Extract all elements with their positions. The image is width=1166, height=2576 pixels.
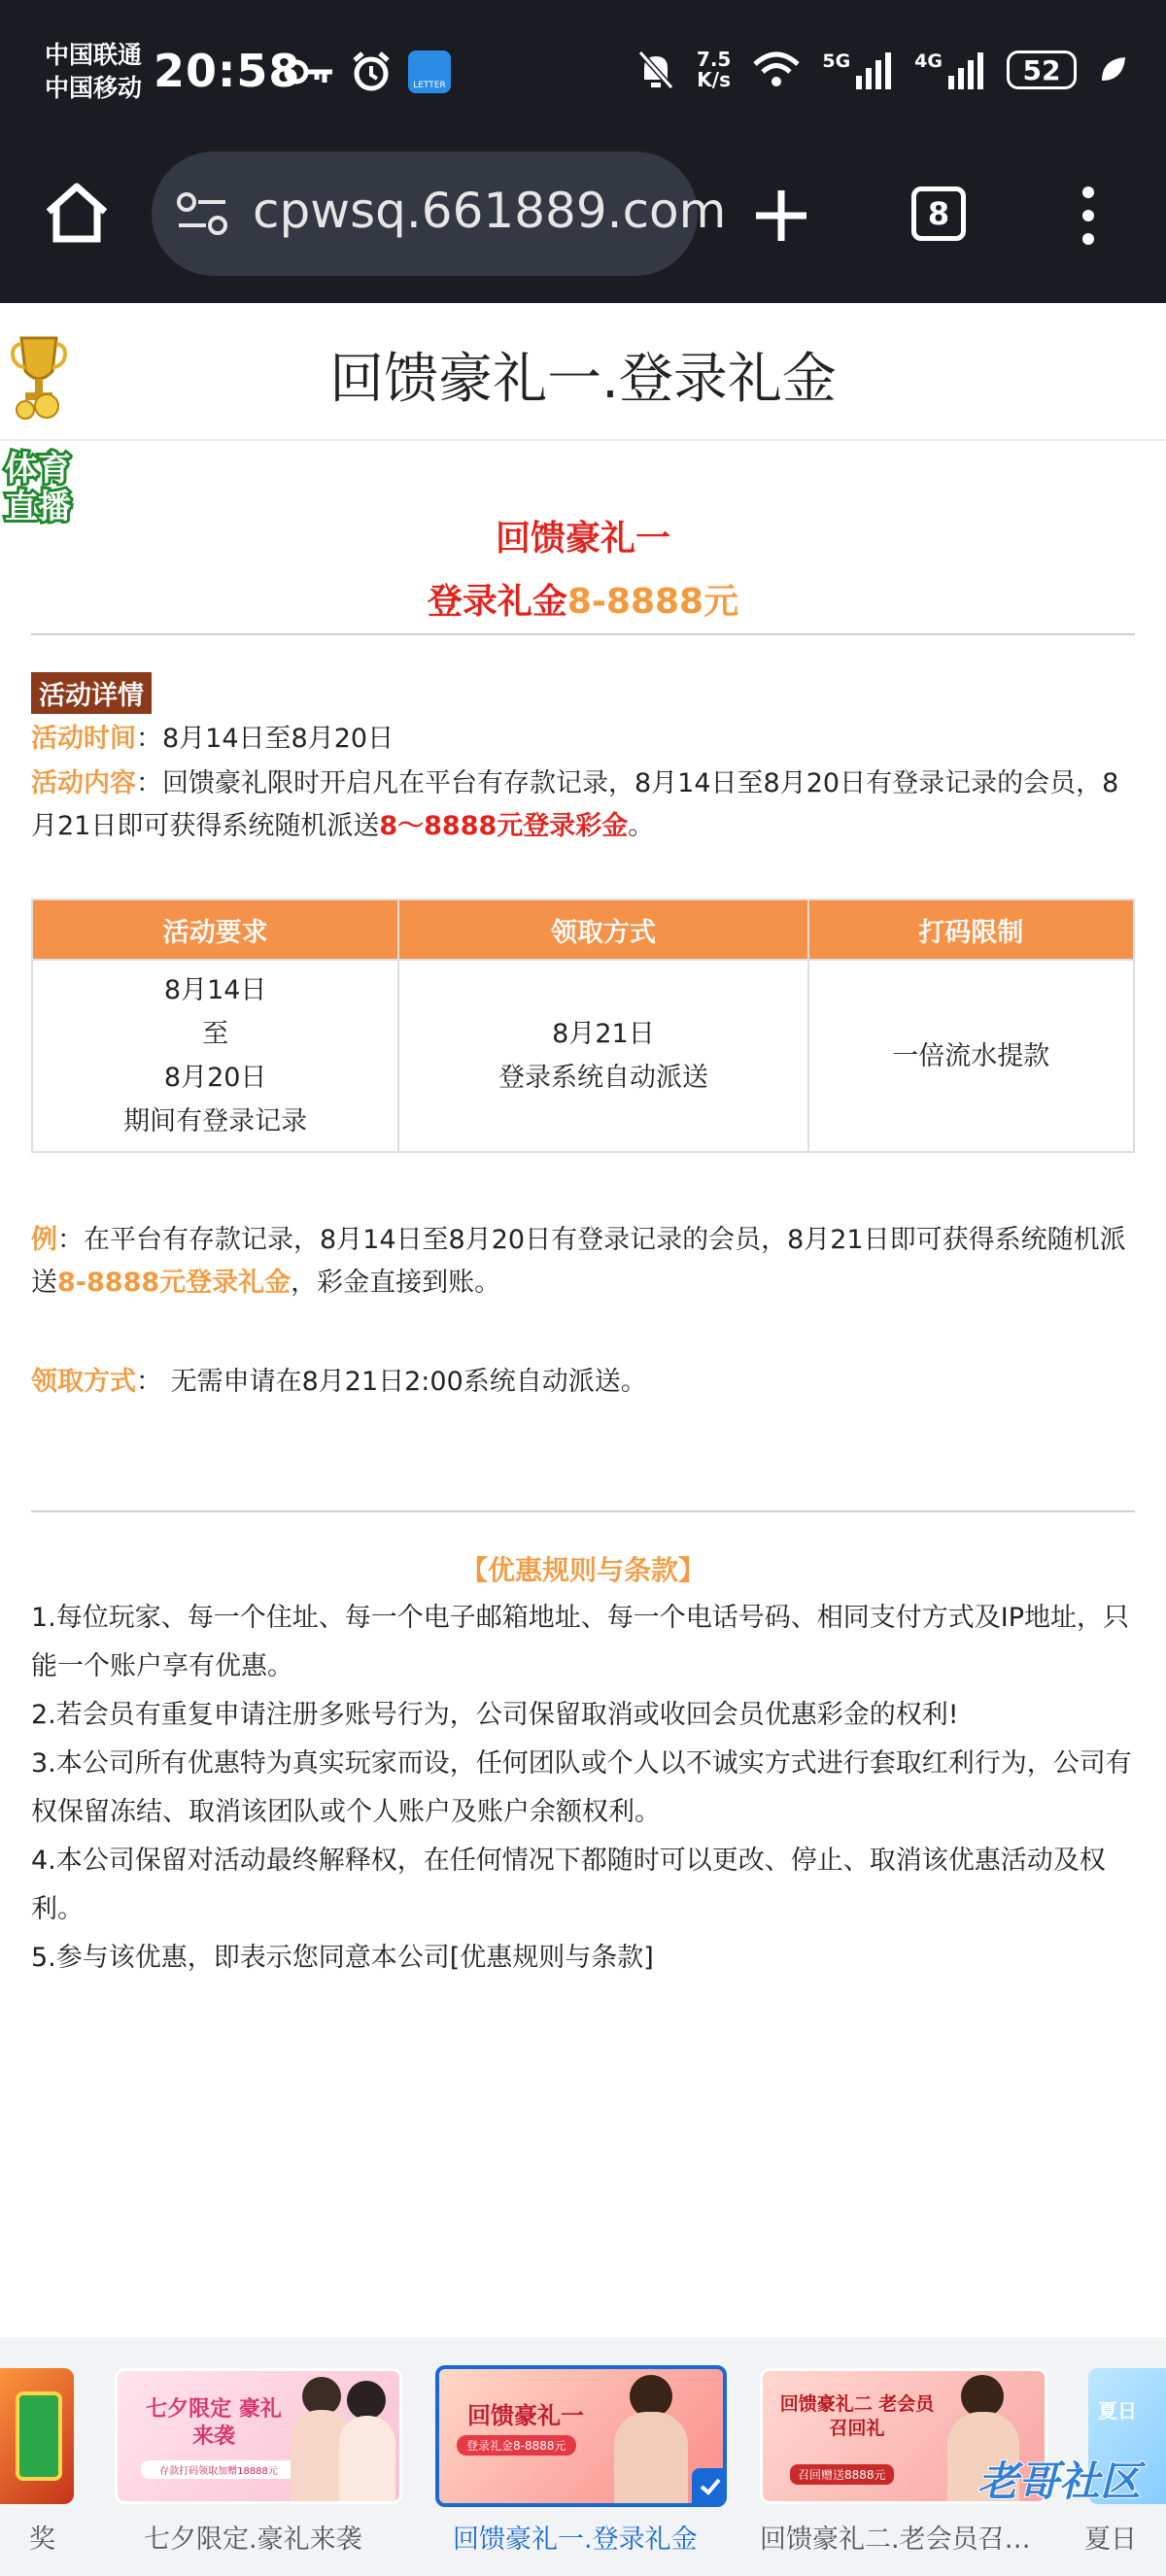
time-label: 活动时间 bbox=[31, 724, 136, 754]
example-end: ，彩金直接到账。 bbox=[291, 1268, 501, 1298]
check-icon bbox=[699, 2477, 722, 2496]
example-body: ：在平台有存款记录，8月14日至8月20日有登录记录的会员，8月21日即可获得系统随机派送 bbox=[31, 1225, 1126, 1298]
table-cell-wager: 一倍流水提款 bbox=[808, 960, 1134, 1152]
signal-5g-icon bbox=[822, 51, 893, 89]
tab-person-graphic bbox=[347, 2381, 386, 2420]
mute-bell-icon bbox=[636, 49, 675, 91]
hero-subtitle bbox=[31, 574, 1135, 624]
details-tag: 活动详情 bbox=[31, 672, 152, 714]
alarm-icon bbox=[350, 51, 393, 93]
carrier-names bbox=[45, 39, 142, 105]
cell-line: 登录系统自动派送 bbox=[497, 1063, 708, 1093]
example-highlight: 8-8888元登录礼金 bbox=[57, 1268, 292, 1298]
watermark-logo: 老哥社区 bbox=[977, 2457, 1141, 2505]
carrier-2: 中国移动 bbox=[45, 74, 143, 102]
promo-tab-thumbnail[interactable] bbox=[0, 2368, 74, 2504]
activity-time bbox=[31, 718, 1135, 761]
example-text bbox=[31, 1219, 1135, 1305]
selected-check-badge bbox=[692, 2468, 727, 2505]
promo-tab-label-active[interactable]: 回馈豪礼一.登录礼金 bbox=[453, 2525, 698, 2555]
speed-unit: K/s bbox=[697, 68, 731, 91]
trophy-icon bbox=[8, 332, 70, 420]
status-left-icons bbox=[284, 51, 451, 93]
example-label: 例 bbox=[31, 1225, 57, 1255]
terms-item: 2.若会员有重复申请注册多账号行为，公司保留取消或收回会员优惠彩金的权利! bbox=[31, 1700, 959, 1730]
wifi-icon bbox=[752, 51, 801, 89]
new-tab-icon[interactable] bbox=[752, 186, 810, 245]
tab-banner-sub: 登录礼金8-8888元 bbox=[457, 2435, 576, 2456]
cell-line: 期间有登录记录 bbox=[123, 1106, 308, 1136]
promo-tab-label[interactable]: 奖 bbox=[29, 2525, 55, 2555]
signal-4g-label: 4G bbox=[914, 51, 943, 72]
page-header bbox=[0, 303, 1166, 441]
tab-banner-text: 夏日 bbox=[1098, 2399, 1137, 2423]
terms-item: 1.每位玩家、每一个住址、每一个电子邮箱地址、每一个电话号码、相同支付方式及IP地址，只能一个账户享有优惠。 bbox=[31, 1603, 1130, 1681]
address-bar[interactable] bbox=[152, 152, 727, 276]
status-right-icons bbox=[636, 49, 1127, 91]
cell-line: 8月20日 bbox=[163, 1063, 267, 1093]
table-header: 打码限制 bbox=[808, 899, 1134, 960]
float-badge-line-1: 体育 bbox=[5, 450, 71, 489]
terms-item: 5.参与该优惠，即表示您同意本公司[优惠规则与条款] bbox=[31, 1943, 654, 1973]
tab-person-graphic bbox=[614, 2412, 688, 2507]
more-menu-icon[interactable] bbox=[1075, 185, 1102, 247]
table-row bbox=[32, 960, 1134, 1152]
promo-tab-thumbnail[interactable] bbox=[115, 2368, 402, 2504]
tab-banner-text: 七夕限定 豪礼来袭 bbox=[146, 2397, 282, 2449]
signal-bars-icon bbox=[854, 51, 893, 89]
site-settings-icon[interactable] bbox=[175, 190, 229, 237]
terms-item: 4.本公司保留对活动最终解释权，在任何情况下都随时可以更改、停止、取消该优惠活动及权利。 bbox=[31, 1846, 1106, 1924]
tab-banner-sub: 召回赠送8888元 bbox=[790, 2464, 894, 2485]
cell-line: 8月14日 bbox=[163, 975, 267, 1005]
tab-banner-text: 回馈豪礼一 bbox=[467, 2402, 584, 2429]
terms-title: 【优惠规则与条款】 bbox=[460, 1554, 705, 1586]
promo-tab-thumbnail-active[interactable] bbox=[435, 2365, 727, 2507]
tab-thumb-graphic bbox=[16, 2391, 62, 2481]
hero-title: 回馈豪礼一 bbox=[495, 519, 670, 559]
promo-tab-label[interactable]: 七夕限定.豪礼来袭 bbox=[144, 2525, 362, 2555]
claim-label: 领取方式 bbox=[31, 1367, 136, 1397]
divider bbox=[31, 633, 1135, 635]
tab-banner-sub: 存款打码领取加赠18888元 bbox=[141, 2460, 296, 2479]
terms-item: 3.本公司所有优惠特为真实玩家而设，任何团队或个人以不诚实方式进行套取红利行为，公司有权保留冻结、取消该团队或个人账户及账户余额权利。 bbox=[31, 1748, 1132, 1827]
leaf-icon bbox=[1098, 55, 1127, 85]
promo-content bbox=[31, 441, 1135, 1983]
tab-banner-text: 回馈豪礼二 老会员召回礼 bbox=[779, 2393, 935, 2439]
tab-person-graphic bbox=[339, 2416, 395, 2504]
cell-line: 至 bbox=[202, 1019, 229, 1049]
promo-tab-label[interactable]: 夏日 bbox=[1084, 2525, 1137, 2555]
divider bbox=[31, 1510, 1135, 1512]
promo-tab-label[interactable]: 回馈豪礼二.老会员召… bbox=[760, 2525, 1031, 2555]
hero-subtitle-text: 登录礼金 bbox=[427, 582, 567, 622]
claim-method bbox=[31, 1361, 1135, 1404]
browser-toolbar bbox=[0, 146, 1166, 303]
table-cell-claim bbox=[398, 960, 807, 1152]
time-value: ：8月14日至8月20日 bbox=[136, 724, 394, 754]
letter-app-icon: LETTER bbox=[408, 51, 451, 93]
float-badge-line-2: 直播 bbox=[5, 488, 71, 526]
status-time: 20:58 bbox=[154, 45, 301, 97]
signal-bars-icon bbox=[946, 51, 985, 89]
table-cell-requirement bbox=[32, 960, 398, 1152]
content-end: 。 bbox=[628, 811, 655, 841]
battery-indicator: 52 bbox=[1007, 51, 1077, 89]
speed-value: 7.5 bbox=[696, 48, 732, 71]
terms-list bbox=[31, 1594, 1135, 1983]
tab-switcher-button[interactable]: 8 bbox=[911, 186, 966, 241]
table-header: 活动要求 bbox=[32, 899, 398, 960]
carrier-1: 中国联通 bbox=[45, 41, 143, 69]
table-header: 领取方式 bbox=[398, 899, 807, 960]
rules-table bbox=[31, 898, 1135, 1153]
network-speed bbox=[697, 50, 731, 90]
key-icon bbox=[284, 57, 334, 86]
content-highlight: 8～8888元登录彩金 bbox=[379, 811, 629, 841]
hero-amount: 8-8888元 bbox=[566, 582, 739, 622]
content-value: ：回馈豪礼限时开启凡在平台有存款记录，8月14日至8月20日有登录记录的会员，8月21日即可获得系统随机派送 bbox=[31, 768, 1119, 841]
page-title: 回馈豪礼一.登录礼金 bbox=[329, 348, 837, 411]
signal-4g-icon bbox=[914, 51, 985, 89]
url-text[interactable]: cpwsq.661889.com bbox=[253, 183, 727, 239]
content-label: 活动内容 bbox=[31, 768, 136, 798]
home-icon[interactable] bbox=[43, 181, 111, 245]
table-header-row bbox=[32, 899, 1134, 960]
claim-text: ： 无需申请在8月21日2:00系统自动派送。 bbox=[136, 1367, 647, 1397]
signal-5g-label: 5G bbox=[822, 51, 851, 72]
cell-line: 8月21日 bbox=[552, 1019, 655, 1049]
status-bar bbox=[0, 0, 1166, 146]
activity-content bbox=[31, 763, 1135, 848]
